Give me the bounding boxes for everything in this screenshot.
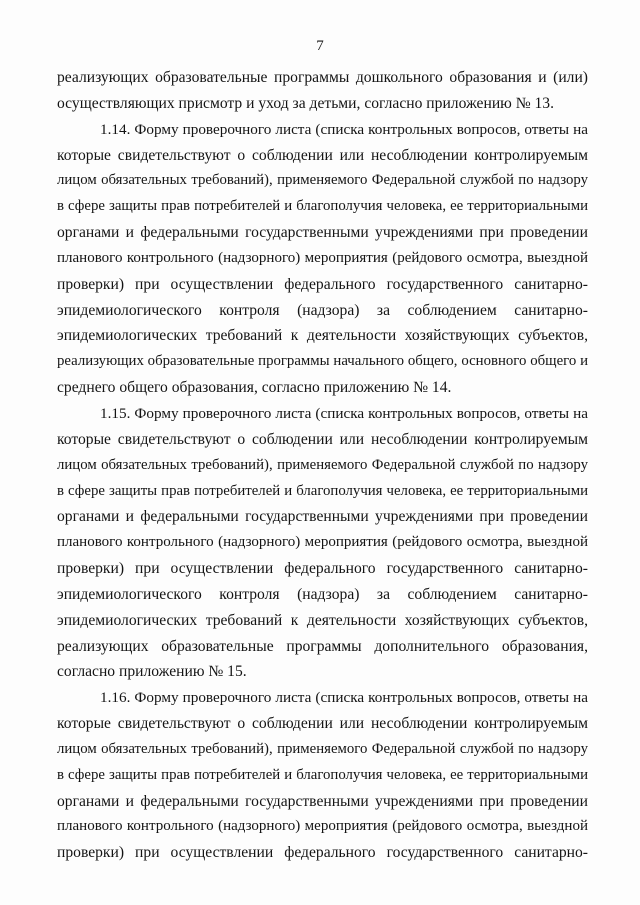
text-line: лицом обязательных требований), применяемого Федеральной службой по надзору	[57, 456, 588, 473]
text-line: в сфере защиты прав потребителей и благополучия человека, ее территориальными	[57, 482, 588, 499]
text-line: эпидемиологических требований к деятельности хозяйствующих субъектов,	[57, 611, 588, 629]
text-line: среднего общего образования, согласно приложению № 14.	[57, 379, 452, 397]
text-line: эпидемиологических требований к деятельности хозяйствующих субъектов,	[57, 327, 588, 345]
text-line: эпидемиологического контроля (надзора) за соблюдением санитарно-	[57, 301, 588, 319]
text-line: органами и федеральными государственными учреждениями при проведении	[57, 508, 588, 526]
text-line: 1.15. Форму проверочного листа (списка контрольных вопросов, ответы на	[100, 404, 588, 422]
text-line: реализующих образовательные программы дошкольного образования и (или)	[57, 69, 588, 86]
text-line: планового контрольного (надзорного) мероприятия (рейдового осмотра, выездной	[57, 534, 588, 551]
text-line: лицом обязательных требований), применяемого Федеральной службой по надзору	[57, 740, 588, 757]
body-text	[57, 65, 588, 866]
text-line: в сфере защиты прав потребителей и благополучия человека, ее территориальными	[57, 766, 588, 783]
text-line: 1.14. Форму проверочного листа (списка контрольных вопросов, ответы на	[100, 120, 588, 138]
text-line: органами и федеральными государственными учреждениями при проведении	[57, 792, 588, 810]
page-number: 7	[316, 38, 324, 54]
text-line: лицом обязательных требований), применяемого Федеральной службой по надзору	[57, 172, 588, 189]
text-line: планового контрольного (надзорного) мероприятия (рейдового осмотра, выездной	[57, 818, 588, 835]
text-line: эпидемиологического контроля (надзора) за соблюдением санитарно-	[57, 585, 588, 603]
text-line: реализующих образовательные программы дополнительного образования,	[57, 637, 588, 655]
text-line: планового контрольного (надзорного) мероприятия (рейдового осмотра, выездной	[57, 249, 588, 266]
text-line: согласно приложению № 15.	[57, 663, 247, 681]
text-line: проверки) при осуществлении федерального государственного санитарно-	[57, 844, 588, 862]
text-line: проверки) при осуществлении федерального государственного санитарно-	[57, 560, 588, 578]
text-line: осуществляющих присмотр и уход за детьми, согласно приложению № 13.	[57, 94, 554, 112]
text-line: органами и федеральными государственными учреждениями при проведении	[57, 224, 588, 242]
text-line: проверки) при осуществлении федерального государственного санитарно-	[57, 275, 588, 293]
text-line: реализующих образовательные программы начального общего, основного общего и	[57, 353, 588, 370]
text-line: которые свидетельствуют о соблюдении или несоблюдении контролируемым	[57, 146, 588, 164]
text-line: в сфере защиты прав потребителей и благополучия человека, ее территориальными	[57, 198, 588, 215]
text-line: которые свидетельствуют о соблюдении или несоблюдении контролируемым	[57, 430, 588, 448]
text-line: 1.16. Форму проверочного листа (списка контрольных вопросов, ответы на	[100, 689, 588, 707]
text-line: которые свидетельствуют о соблюдении или несоблюдении контролируемым	[57, 715, 588, 733]
